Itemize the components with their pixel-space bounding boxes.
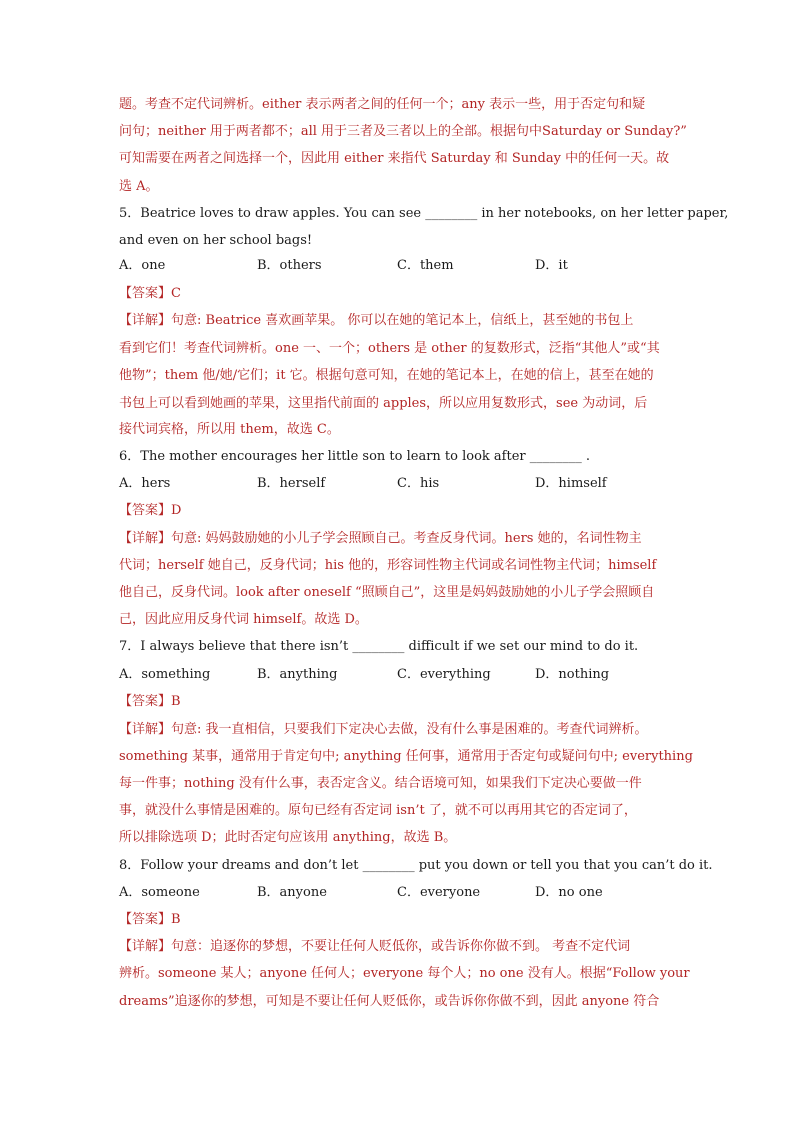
option-c: C．his: [397, 476, 440, 491]
explain-line: dreams”追逐你的梦想，可知是不要让任何人贬低你，或告诉你你做不到，因此 anyone 符合: [119, 994, 660, 1009]
answer-tag: 【答案】: [119, 912, 172, 927]
explain-line: 书包上可以看到她画的苹果，这里指代前面的 apples，所以应用复数形式，see 为动词，后: [119, 396, 648, 411]
answer-line: [119, 693, 181, 711]
question-stem: 7．I always believe that there isn’t ________ difficult if we set our mind to do it.: [119, 639, 639, 654]
explain-line: 辨析。someone 某人；anyone 任何人；everyone 每个人；no one 没有人。根据“Follow your: [119, 966, 690, 981]
answer-value: B: [171, 694, 181, 709]
explain-line: something 某事，通常用于肯定句中; anything 任何事，通常用于否定句或疑问句中; everything: [119, 749, 693, 764]
option-a: A．something: [119, 667, 211, 682]
explain-line: 他自己，反身代词。look after oneself “照顾自己”，这里是妈妈鼓励她的小儿子学会照顾自: [119, 585, 655, 600]
explain-text: 句意：追逐你的梦想，不要让任何人贬低你，或告诉你你做不到。 考查不定代词: [171, 939, 631, 954]
answer-value: D: [171, 503, 182, 518]
answer-tag: 【答案】: [119, 286, 172, 301]
answer-value: B: [171, 912, 181, 927]
explain-line: 接代词宾格，所以用 them，故选 C。: [119, 422, 340, 437]
option-b: B．others: [257, 258, 322, 273]
explain-text: 句意: Beatrice 喜欢画苹果。 你可以在她的笔记本上，信纸上，甚至她的书包上: [171, 313, 634, 328]
explain-tag: 【详解】: [119, 722, 172, 737]
intro-line: 可知需要在两者之间选择一个，因此用 either 来指代 Saturday 和 Sunday 中的任何一天。故: [119, 151, 670, 166]
explain-line: 事，就没什么事情是困难的。原句已经有否定词 isn’t 了，就不可以再用其它的否定词了，: [119, 803, 637, 818]
answer-line: [119, 285, 181, 303]
explain-line: 他物”；them 他/她/它们；it 它。根据句意可知，在她的笔记本上，在她的信上，甚至在她的: [119, 368, 654, 383]
option-a: A．hers: [119, 476, 171, 491]
intro-line: 题。考查不定代词辨析。either 表示两者之间的任何一个；any 表示一些，用于否定句和疑: [119, 97, 646, 112]
explain-line: 所以排除选项 D；此时否定句应该用 anything，故选 B。: [119, 830, 457, 845]
option-b: B．herself: [257, 476, 326, 491]
question-stem: 6．The mother encourages her little son to learn to look after ________ .: [119, 449, 591, 464]
option-d: D．nothing: [535, 667, 610, 682]
explain-line: [119, 312, 633, 330]
option-a: A．someone: [119, 885, 200, 900]
explain-line: [119, 938, 630, 956]
option-d: D．no one: [535, 885, 603, 900]
explain-line: [119, 530, 642, 548]
explain-line: [119, 721, 648, 739]
option-c: C．everything: [397, 667, 491, 682]
answer-tag: 【答案】: [119, 694, 172, 709]
option-c: C．them: [397, 258, 454, 273]
explain-line: 代词；herself 她自己，反身代词；his 他的，形容词性物主代词或名词性物主代词；himself: [119, 558, 657, 573]
explain-tag: 【详解】: [119, 939, 172, 954]
option-c: C．everyone: [397, 885, 481, 900]
question-stem: and even on her school bags!: [119, 233, 313, 248]
option-b: B．anyone: [257, 885, 327, 900]
explain-line: 看到它们！考查代词辨析。one 一、一个；others 是 other 的复数形式，泛指“其他人”或“其: [119, 341, 660, 356]
intro-line: 选 A。: [119, 179, 159, 194]
explain-text: 句意: 妈妈鼓励她的小儿子学会照顾自己。考查反身代词。hers 她的，名词性物主: [171, 531, 642, 546]
option-b: B．anything: [257, 667, 338, 682]
answer-tag: 【答案】: [119, 503, 172, 518]
question-stem: 5．Beatrice loves to draw apples. You can see ________ in her notebooks, on her letter paper,: [119, 206, 729, 221]
explain-tag: 【详解】: [119, 531, 172, 546]
question-stem: 8．Follow your dreams and don’t let ________ put you down or tell you that you can’t do it.: [119, 858, 713, 873]
option-d: D．it: [535, 258, 568, 273]
answer-value: C: [171, 286, 181, 301]
answer-line: [119, 502, 181, 520]
explain-tag: 【详解】: [119, 313, 172, 328]
explain-line: 己，因此应用反身代词 himself。故选 D。: [119, 612, 368, 627]
option-d: D．himself: [535, 476, 607, 491]
answer-line: [119, 911, 181, 929]
option-a: A．one: [119, 258, 166, 273]
intro-line: 问句；neither 用于两者都不；all 用于三者及三者以上的全部。根据句中Saturday or Sunday?”: [119, 124, 687, 139]
explain-line: 每一件事；nothing 没有什么事，表否定含义。结合语境可知，如果我们下定决心要做一件: [119, 776, 642, 791]
explain-text: 句意: 我一直相信，只要我们下定决心去做，没有什么事是困难的。考查代词辨析。: [171, 722, 648, 737]
